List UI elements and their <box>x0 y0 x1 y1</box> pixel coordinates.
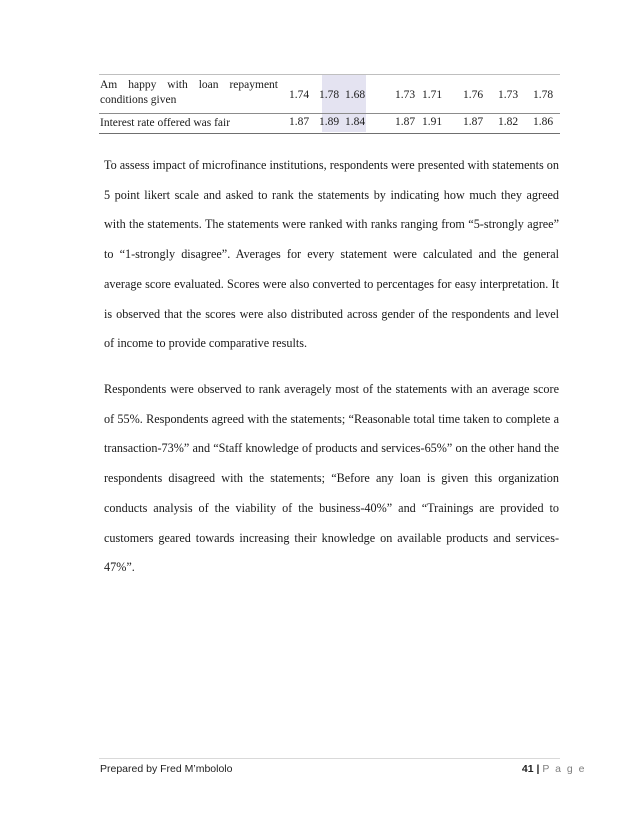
value-cell: 1.71 <box>422 89 443 101</box>
value-cell: 1.82 <box>498 116 519 128</box>
footer-author: Prepared by Fred M’mbololo <box>100 763 233 775</box>
value-cell: 1.78 <box>533 89 554 101</box>
page-number: 41 <box>521 763 534 775</box>
value-cell: 1.87 <box>463 116 484 128</box>
value-cell: 1.86 <box>533 116 554 128</box>
page-separator: | <box>536 763 540 775</box>
footer-divider <box>99 758 560 759</box>
value-cell: 1.73 <box>395 89 416 101</box>
value-cell: 1.87 <box>395 116 416 128</box>
value-cell: 1.91 <box>422 116 443 128</box>
paragraph-assessment-method: To assess impact of microfinance institutions, respondents were presented with statements on 5 point likert scale and asked to rank the statements by indicating how much they agreed with the statements. The statements were ranked with ranks ranging from “5-strongly agree” to “1-strongly disagree”. Averages for every statement were calculated and the general average score evaluated. Scores were also converted to percentages for easy interpretation. It is observed that the scores were also distributed across gender of the respondents and level of income to provide comparative results. <box>104 158 559 351</box>
value-cell: 1.68 <box>345 89 366 101</box>
value-cell: 1.76 <box>463 89 484 101</box>
value-cell: 1.78 <box>319 89 340 101</box>
value-cell: 1.73 <box>498 89 519 101</box>
footer-page-number <box>522 763 586 775</box>
table-row <box>99 114 560 134</box>
paragraph-findings: Respondents were observed to rank averagely most of the statements with an average score of 55%. Respondents agreed with the statements; “Reasonable total time taken to complete a transaction-73%” and “Staff knowledge of products and services-65%” on the other hand the respondents disagreed with the statements; “Before any loan is given this organization conducts analysis of the viability of the business-40%” and “Trainings are provided to customers geared towards increasing their knowledge on available products and services-47%”. <box>104 382 559 575</box>
statement-line: Am happy with loan repayment <box>100 79 278 91</box>
value-cell: 1.84 <box>345 116 366 128</box>
statement-cell: Interest rate offered was fair <box>100 117 231 129</box>
value-cell: 1.87 <box>289 116 310 128</box>
value-cell: 1.74 <box>289 89 310 101</box>
page-word: P a g e <box>542 763 586 775</box>
table-row <box>99 75 560 114</box>
likert-table <box>99 74 560 134</box>
statement-line: conditions given <box>100 94 177 106</box>
value-cell: 1.89 <box>319 116 340 128</box>
statement-cell <box>100 78 278 108</box>
